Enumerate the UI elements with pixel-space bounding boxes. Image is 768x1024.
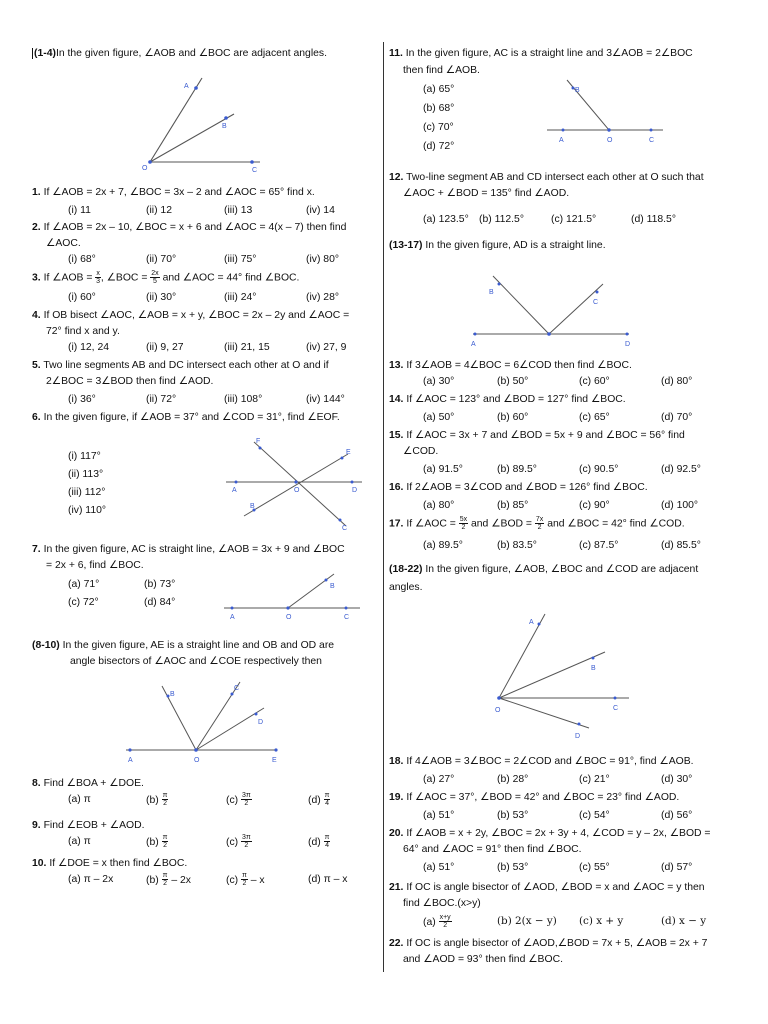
fig6-label-o: O [294,487,300,494]
fig11-label-b: B [575,87,580,94]
fig13-label-c: C [593,299,599,306]
question-19: 19. If ∠AOC = 37°, ∠BOD = 42° and ∠BOC = 23° find ∠AOD. [389,792,680,803]
question-16: 16. If 2∠AOB = 3∠COD and ∠BOD = 126° find ∠BOC. [389,482,648,493]
figure-q11 [547,78,667,148]
fig1-label-a: A [184,83,189,90]
question-8: 8. Find ∠BOA + ∠DOE. [32,778,144,789]
fig7-label-c: C [344,614,350,621]
options-21: (a) $\frac{x+y}{2}$ (b) 2(x − y) (c) x + y (d) x − y [423,914,707,930]
question-6: 6. In the given figure, if ∠AOB = 37° and ∠COD = 31°, find ∠EOF. [32,412,340,423]
fig1-label-c: C [252,167,258,174]
fraction: $\frac{x}{3}$ [96,270,101,286]
fig13-label-d: D [625,341,631,348]
figure-q18-22 [489,612,639,742]
fig6-label-d: D [352,487,358,494]
fig1-label-b: B [222,123,227,130]
options-18: (a) 27° (b) 28° (c) 21° (d) 30° [423,774,693,785]
question-17: 17. If ∠AOC = $\frac{5x}{2}$ and ∠BOD = $\frac{7x}{2}$ and ∠BOC = 42° find ∠COD. [389,516,685,532]
question-18: 18. If 4∠AOB = 3∠BOC = 2∠COD and ∠BOC = 91°, find ∠AOB. [389,756,694,767]
question-2-line2: ∠AOC. [46,238,81,249]
fig13-label-a: A [471,341,476,348]
options-17: (a) 89.5° (b) 83.5° (c) 87.5° (d) 85.5° [423,540,701,551]
question-11: 11. In the given figure, AC is a straight line and 3∠AOB = 2∠BOC [389,48,693,59]
question-12: 12. Two-line segment AB and CD intersect each other at O such that [389,172,704,183]
fig6-label-b: B [250,503,255,510]
fig8-label-a: A [128,757,133,764]
options-15: (a) 91.5° (b) 89.5° (c) 90.5° (d) 92.5° [423,464,701,475]
question-20-line2: 64° and ∠AOC = 91° then find ∠BOC. [403,844,582,855]
fig18-label-c: C [613,705,619,712]
fig7-label-o: O [286,614,292,621]
fig7-label-a: A [230,614,235,621]
options-9: (a) π (b) $\frac{\pi}{2}$ (c) $\frac{3\pi}{2}$ (d) $\frac{\pi}{4}$ [68,834,330,850]
fig11-label-a: A [559,137,564,144]
question-15-line2: ∠COD. [403,446,439,457]
fig18-label-a: A [529,619,534,626]
figure-q7 [222,572,362,622]
fig8-label-o: O [194,757,200,764]
column-divider [383,42,384,972]
question-20: 20. If ∠AOB = x + 2y, ∠BOC = 2x + 3y + 4, ∠COD = y – 2x, ∠BOD = [389,828,711,839]
options-14: (a) 50° (b) 60° (c) 65° (d) 70° [423,412,693,423]
options-20: (a) 51° (b) 53° (c) 55° (d) 57° [423,862,693,873]
fig18-label-b: B [591,665,596,672]
section-heading-18-22-line2: angles. [389,582,423,593]
question-11-line2: then find ∠AOB. [403,65,480,76]
fig18-label-o: O [495,707,501,714]
question-15: 15. If ∠AOC = 3x + 7 and ∠BOD = 5x + 9 and ∠BOC = 56° find [389,430,685,441]
question-22: 22. If OC is angle bisector of ∠AOD,∠BOD = 7x + 5, ∠AOB = 2x + 7 [389,938,708,949]
section-heading-8-10: (8-10) In the given figure, AE is a straight line and OB and OD are [32,640,335,651]
options-1: (i) 11 (ii) 12 (iii) 13 (iv) 14 [68,205,335,216]
question-5-line2: 2∠BOC = 3∠BOD then find ∠AOD. [46,376,214,387]
question-22-line2: and ∠AOD = 93° then find ∠BOC. [403,954,563,965]
fig13-label-b: B [489,289,494,296]
question-21-line2: find ∠BOC.(x>y) [403,898,481,909]
fig8-label-e: E [272,757,277,764]
options-2: (i) 68° (ii) 70° (iii) 75° (iv) 80° [68,254,340,265]
question-14: 14. If ∠AOC = 123° and ∠BOD = 127° find ∠BOC. [389,394,626,405]
fig8-label-d: D [258,719,264,726]
question-7: 7. In the given figure, AC is straight line, ∠AOB = 3x + 9 and ∠BOC [32,544,345,555]
options-13: (a) 30° (b) 50° (c) 60° (d) 80° [423,376,693,387]
question-12-line2: ∠AOC + ∠BOD = 135° find ∠AOD. [403,188,570,199]
fig1-label-o: O [142,165,148,172]
figure-adjacent-angles [140,76,270,176]
options-7: (a) 71° (c) 72° (b) 73° (d) 84° [68,579,176,608]
question-13: 13. If 3∠AOB = 4∠BOC = 6∠COD then find ∠BOC. [389,360,632,371]
section-heading-8-10-line2: angle bisectors of ∠AOC and ∠COE respectively then [70,656,322,667]
options-3: (i) 60° (ii) 30° (iii) 24° (iv) 28° [68,292,340,303]
question-21: 21. If OC is angle bisector of ∠AOD, ∠BOD = x and ∠AOC = y then [389,882,705,893]
fig8-label-b: B [170,691,175,698]
question-3: 3. If ∠AOB = $\frac{x}{3}$ , ∠BOC = $\frac{2x}{5}$ and ∠AOC = 44° find ∠BOC. [32,270,300,286]
section-heading-13-17: (13-17) In the given figure, AD is a straight line. [389,240,606,251]
options-19: (a) 51° (b) 53° (c) 54° (d) 56° [423,810,693,821]
fig11-label-o: O [607,137,613,144]
options-6: (i) 117° (ii) 113° (iii) 112° (iv) 110° [68,451,107,516]
fig6-label-e: E [346,449,351,456]
question-10: 10. If ∠DOE = x then find ∠BOC. [32,858,188,869]
question-9: 9. Find ∠EOB + ∠AOD. [32,820,145,831]
figure-q6 [224,434,364,534]
fig8-label-c: C [234,685,240,692]
section-heading-1-4 [32,46,327,62]
section-heading-18-22: (18-22) In the given figure, ∠AOB, ∠BOC and ∠COD are adjacent [389,564,699,575]
fig7-label-b: B [330,583,335,590]
question-2: 2. If ∠AOB = 2x – 10, ∠BOC = x + 6 and ∠AOC = 4(x – 7) then find [32,222,347,233]
section-number: (1-4) [34,48,56,59]
options-8: (a) π (b) $\frac{\pi}{2}$ (c) $\frac{3\pi}{2}$ (d) $\frac{\pi}{4}$ [68,792,330,808]
options-11: (a) 65° (b) 68° (c) 70° (d) 72° [423,84,455,152]
figure-q8-10 [124,678,284,774]
question-1: 1. If ∠AOB = 2x + 7, ∠BOC = 3x – 2 and ∠AOC = 65° find x. [32,187,315,198]
question-7-line2: = 2x + 6, find ∠BOC. [46,560,144,571]
figure-q13-17 [469,274,639,350]
fig6-label-c: C [342,525,348,532]
options-5: (i) 36° (ii) 72° (iii) 108° (iv) 144° [68,394,345,405]
fraction: $\frac{2x}{5}$ [151,270,159,286]
section-text: In the given figure, ∠AOB and ∠BOC are adjacent angles. [55,48,327,59]
question-4-line2: 72° find x and y. [46,326,120,337]
options-12: (a) 123.5° (b) 112.5° (c) 121.5° (d) 118.5° [423,214,676,225]
options-10: (a) π – 2x (b) $\frac{\pi}{2}$ – 2x (c) $\frac{\pi}{2}$ – x (d) π – x [68,872,348,888]
fig11-label-c: C [649,137,655,144]
fig18-label-d: D [575,733,581,740]
question-5: 5. Two line segments AB and DC intersect each other at O and if [32,360,329,371]
fig6-label-f: F [256,438,261,445]
question-4: 4. If OB bisect ∠AOC, ∠AOB = x + y, ∠BOC = 2x – 2y and ∠AOC = [32,310,350,321]
options-16: (a) 80° (b) 85° (c) 90° (d) 100° [423,500,699,511]
options-4: (i) 12, 24 (ii) 9, 27 (iii) 21, 15 (iv) 27, 9 [68,342,347,353]
fig6-label-a: A [232,487,237,494]
